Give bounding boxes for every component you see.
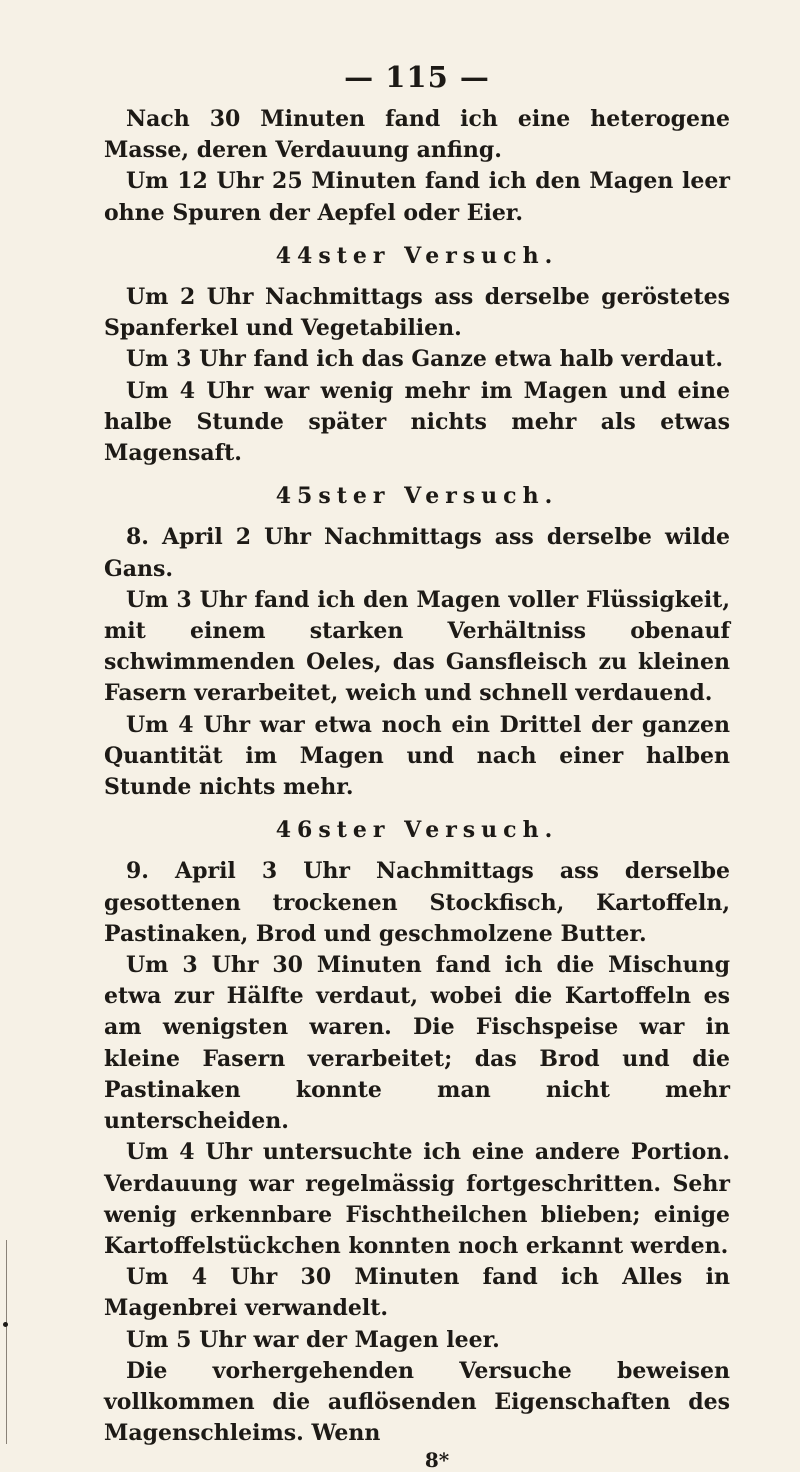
printer-signature: 8*	[424, 1448, 450, 1472]
paragraph: Um 4 Uhr 30 Minuten fand ich Alles in Magenbrei verwandelt.	[104, 1264, 730, 1322]
paragraph: Nach 30 Minuten fand ich eine heterogene Masse, deren Verdauung anfing.	[104, 106, 730, 164]
paragraph: Um 2 Uhr Nachmittags ass derselbe geröstetes Spanferkel und Vegetabilien.	[104, 284, 730, 342]
section-heading: 46ster Versuch.	[275, 817, 559, 844]
paragraph: Um 4 Uhr untersuchte ich eine andere Portion. Verdauung war regelmässig fortgeschritten. Sehr wenig erkennbare Fischtheilchen blieben; einige Kartoffelstückchen konnten noch erkannt werden.	[104, 1139, 730, 1259]
section-heading: 44ster Versuch.	[275, 242, 559, 269]
page-edge-mark	[3, 1322, 8, 1327]
page-content	[104, 104, 730, 1449]
paragraph: Um 4 Uhr war wenig mehr im Magen und eine halbe Stunde später nichts mehr als etwas Magensaft.	[104, 377, 730, 467]
page-edge-line	[6, 1240, 7, 1444]
page-number: — 115 —	[344, 60, 490, 94]
paragraph: 8. April 2 Uhr Nachmittags ass derselbe wilde Gans.	[104, 524, 730, 582]
paragraph: Um 3 Uhr fand ich den Magen voller Flüssigkeit, mit einem starken Verhältniss obenauf schwimmenden Oeles, das Gansfleisch zu kleinen Fasern verarbeitet, weich und schnell verdauend.	[104, 586, 730, 707]
paragraph: 9. April 3 Uhr Nachmittags ass derselbe gesottenen trockenen Stockfisch, Kartoffeln, Pastinaken, Brod und geschmolzene Butter.	[104, 858, 730, 947]
paragraph: Die vorhergehenden Versuche beweisen vollkommen die auflösenden Eigenschaften des Magenschleims. Wenn	[104, 1357, 730, 1447]
paragraph: Um 3 Uhr fand ich das Ganze etwa halb verdaut.	[126, 346, 724, 373]
paragraph: Um 3 Uhr 30 Minuten fand ich die Mischung etwa zur Hälfte verdaut, wobei die Kartoffeln es am wenigsten waren. Die Fischspeise war in kleine Fasern verarbeitet; das Brod und die Pastinaken konnte man nicht mehr unterscheiden.	[104, 952, 730, 1135]
paragraph: Um 12 Uhr 25 Minuten fand ich den Magen leer ohne Spuren der Aepfel oder Eier.	[104, 168, 730, 226]
paragraph: Um 4 Uhr war etwa noch ein Drittel der ganzen Quantität im Magen und nach einer halben Stunde nichts mehr.	[104, 711, 730, 801]
section-heading: 45ster Versuch.	[275, 483, 559, 510]
paragraph: Um 5 Uhr war der Magen leer.	[126, 1326, 500, 1353]
